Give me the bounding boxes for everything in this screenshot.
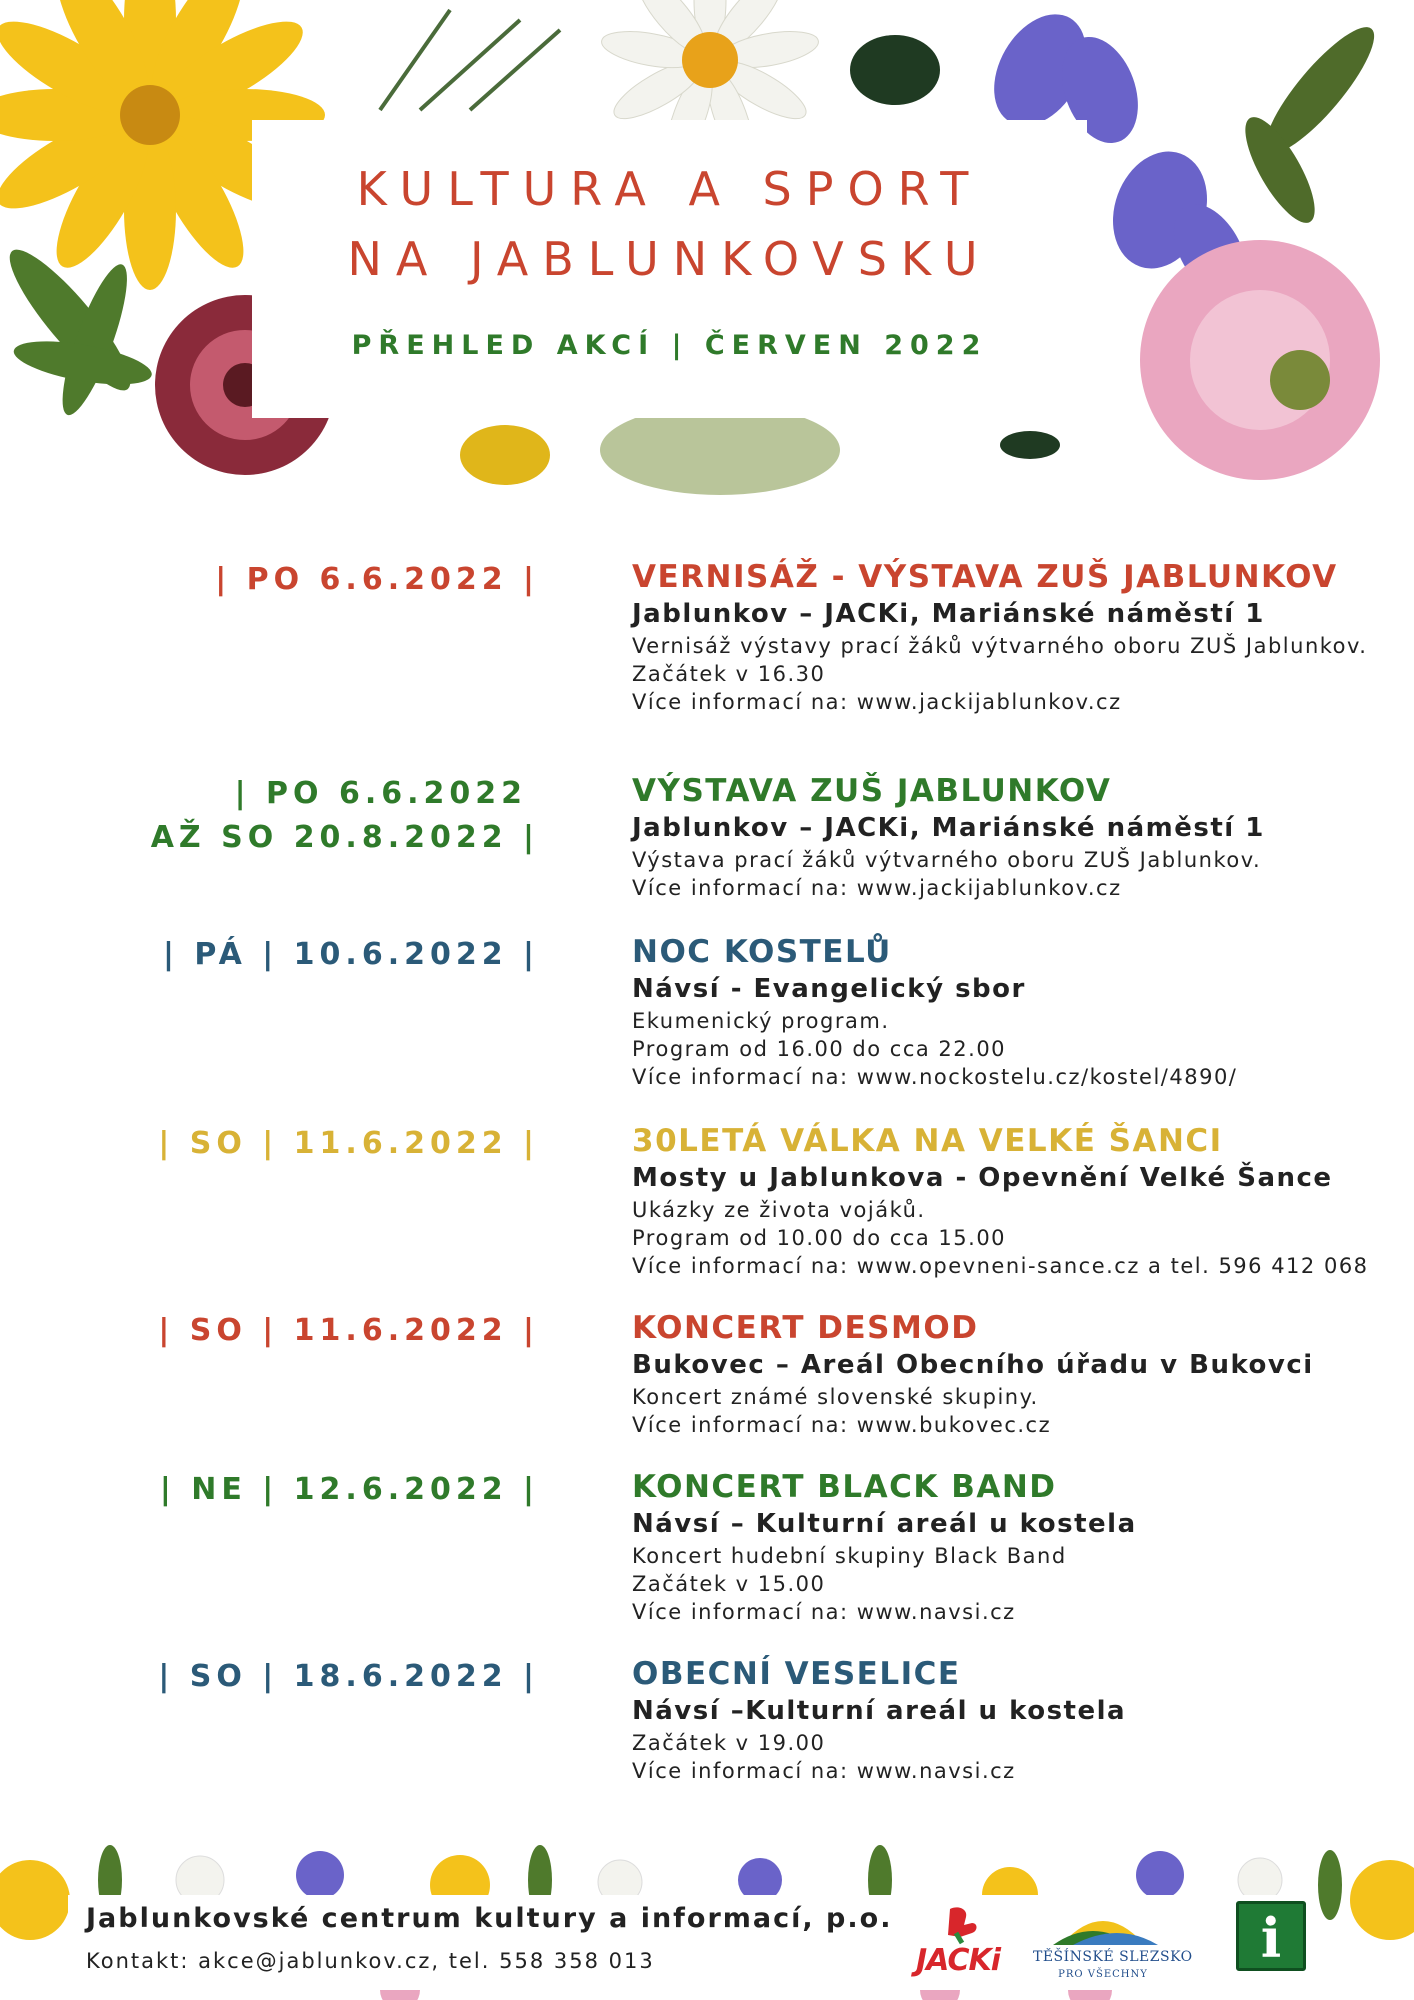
event-date (158, 1309, 539, 1353)
event-place: Návsí – Kulturní areál u kostela (632, 1509, 1137, 1539)
event-date (163, 933, 539, 977)
event-place: Návsí –Kulturní areál u kostela (632, 1696, 1127, 1726)
event-title: 30LETÁ VÁLKA NA VELKÉ ŠANCI (632, 1123, 1223, 1159)
mountains-icon (1033, 1903, 1173, 1947)
event-description: Koncert hudební skupiny Black Band (632, 1544, 1067, 1568)
event-time: Začátek v 15.00 (632, 1572, 826, 1596)
event-info (632, 1309, 1392, 1439)
event-date-line: | SO | 11.6.2022 | (158, 1313, 539, 1348)
event-description: Ukázky ze života vojáků. (632, 1198, 926, 1222)
event-time: Program od 16.00 do cca 22.00 (632, 1037, 1007, 1061)
event-date-line: | SO | 18.6.2022 | (158, 1659, 539, 1694)
tesinske-slezsko-logo (1033, 1903, 1193, 1985)
event-more-info: Více informací na: www.opevneni-sance.cz a tel. 596 412 068 (632, 1254, 1369, 1278)
event-place: Mosty u Jablunkova - Opevnění Velké Šance (632, 1163, 1333, 1193)
event-place: Jablunkov – JACKi, Mariánské náměstí 1 (632, 599, 1265, 629)
event-more-info: Více informací na: www.nockostelu.cz/kostel/4890/ (632, 1065, 1238, 1089)
event-date-line: | PÁ | 10.6.2022 | (162, 937, 539, 972)
hand-icon (898, 1903, 1018, 1945)
event-date-line: | PO 6.6.2022 (234, 776, 527, 811)
event-time: Program od 10.00 do cca 15.00 (632, 1226, 1007, 1250)
info-icon (1236, 1901, 1306, 1971)
event-description: Výstava prací žáků výtvarného oboru ZUŠ Jablunkov. (632, 848, 1262, 872)
jacki-logo-text: JACKi (915, 1943, 1000, 1978)
title-line-1: KULTURA A SPORT (356, 162, 983, 216)
event-time: Začátek v 16.30 (632, 662, 826, 686)
event-title: VÝSTAVA ZUŠ JABLUNKOV (632, 773, 1112, 809)
event-info (632, 1655, 1392, 1785)
jacki-logo (898, 1903, 1018, 1983)
header-box (252, 120, 1087, 418)
event-date (158, 1122, 539, 1166)
event-date (151, 772, 539, 860)
event-date (158, 1655, 539, 1699)
event-date-line: | PO 6.6.2022 | (215, 562, 539, 597)
event-info (632, 772, 1392, 902)
event-date-line: | SO | 11.6.2022 | (158, 1126, 539, 1161)
event-place: Bukovec – Areál Obecního úřadu v Bukovci (632, 1350, 1314, 1380)
event-title: VERNISÁŽ - VÝSTAVA ZUŠ JABLUNKOV (632, 559, 1338, 595)
event-date (160, 1468, 539, 1512)
event-description: Ekumenický program. (632, 1009, 890, 1033)
event-date-line: AŽ SO 20.8.2022 | (150, 820, 539, 855)
event-more-info: Více informací na: www.navsi.cz (632, 1759, 1016, 1783)
event-info (632, 1468, 1392, 1626)
event-info (632, 558, 1392, 716)
event-more-info: Více informací na: www.bukovec.cz (632, 1413, 1052, 1437)
event-more-info: Více informací na: www.jackijablunkov.cz (632, 876, 1122, 900)
event-more-info: Více informací na: www.jackijablunkov.cz (632, 690, 1122, 714)
event-place: Jablunkov – JACKi, Mariánské náměstí 1 (632, 813, 1265, 843)
event-place: Návsí - Evangelický sbor (632, 974, 1026, 1004)
event-info (632, 933, 1392, 1091)
tesinske-slezsko-text: TĚŠÍNSKÉ SLEZSKO (1033, 1949, 1193, 1965)
event-date (215, 558, 539, 602)
event-description: Koncert známé slovenské skupiny. (632, 1385, 1039, 1409)
contact-info: Kontakt: akce@jablunkov.cz, tel. 558 358 013 (86, 1949, 655, 1973)
event-date-line: | NE | 12.6.2022 | (159, 1472, 539, 1507)
info-icon-letter: i (1260, 1906, 1282, 1970)
event-title: OBECNÍ VESELICE (632, 1656, 961, 1692)
tesinske-slezsko-subtext: PRO VŠECHNY (1058, 1969, 1148, 1980)
footer (68, 1895, 1318, 1990)
event-title: NOC KOSTELŮ (632, 934, 892, 970)
event-title: KONCERT BLACK BAND (632, 1469, 1057, 1505)
event-time: Začátek v 19.00 (632, 1731, 826, 1755)
subtitle: PŘEHLED AKCÍ | ČERVEN 2022 (351, 330, 988, 361)
event-more-info: Více informací na: www.navsi.cz (632, 1600, 1016, 1624)
title-line-2: NA JABLUNKOVSKU (347, 232, 992, 286)
event-title: KONCERT DESMOD (632, 1310, 979, 1346)
organization-name: Jablunkovské centrum kultury a informací, p.o. (86, 1903, 893, 1934)
event-description: Vernisáž výstavy prací žáků výtvarného oboru ZUŠ Jablunkov. (632, 634, 1368, 658)
event-info (632, 1122, 1392, 1280)
